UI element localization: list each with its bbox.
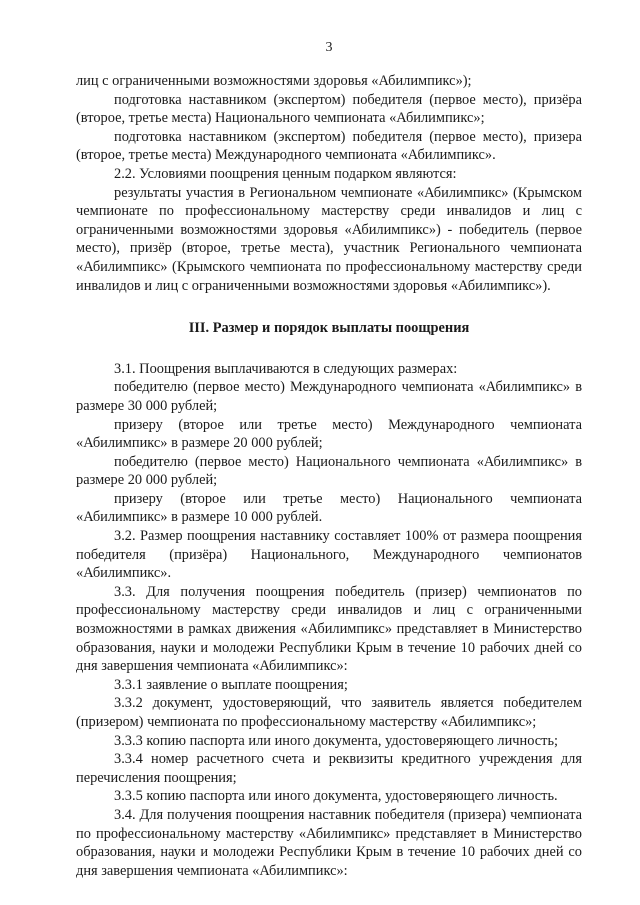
paragraph: 3.1. Поощрения выплачиваются в следующих размерах:	[114, 360, 458, 377]
paragraph: 3.3.2 документ, удостоверяющий, что заявитель является победителем (призером) чемпионата по профессиональному мастерству «Абилимпикс»;	[76, 695, 582, 730]
paragraph: победителю (первое место) Национального чемпионата «Абилимпикс» в размере 20 000 рублей;	[76, 453, 582, 489]
paragraph: 3.3.4 номер расчетного счета и реквизиты кредитного учреждения для перечисления поощрения;	[76, 751, 582, 786]
paragraph: 3.2. Размер поощрения наставнику составляет 100% от размера поощрения победителя (призёра) Национального, Международного чемпионатов «Абилимпикс».	[76, 528, 582, 582]
paragraph: лиц с ограниченными возможностями здоровья «Абилимпикс»);	[76, 73, 472, 89]
paragraph: результаты участия в Региональном чемпионате «Абилимпикс» (Крымском чемпионате по профессиональному мастерству среди инвалидов и лиц с ограниченными возможностями здоровья «Абилимпикс») - победитель (первое место), призёр (второе, третье места), участник Регионального чемпионата «Абилимпикс» (Крымского чемпионата по профессиональному мастерству среди инвалидов и лиц с ограниченными возможностями здоровья «Абилимпикс»).	[76, 184, 582, 294]
paragraph: победителю (первое место) Международного чемпионата «Абилимпикс» в размере 30 000 рублей;	[76, 379, 582, 414]
page-number: 3	[325, 40, 333, 55]
paragraph: подготовка наставником (экспертом) победителя (первое место), призера (второе, третье места) Международного чемпионата «Абилимпикс».	[76, 128, 582, 164]
paragraph: призеру (второе или третье место) Национального чемпионата «Абилимпикс» в размере 10 000 рублей.	[76, 490, 582, 526]
paragraph: 3.3.3 копию паспорта или иного документа, удостоверяющего личность;	[114, 732, 559, 749]
paragraph: 3.4. Для получения поощрения наставник победителя (призера) чемпионата по профессиональному мастерству «Абилимпикс» представляет в Министерство образования, науки и молодежи Республики Крым в течение 10 рабочих дней со дня завершения чемпионата «Абилимпикс»:	[76, 806, 582, 879]
section-three-body	[76, 360, 582, 881]
section-heading: III. Размер и порядок выплаты поощрения	[188, 320, 470, 337]
paragraph: 3.3.5 копию паспорта или иного документа, удостоверяющего личность.	[114, 788, 558, 805]
paragraph: 3.3.1 заявление о выплате поощрения;	[114, 676, 348, 693]
paragraph: подготовка наставником (экспертом) победителя (первое место), призёра (второе, третье места) Национального чемпионата «Абилимпикс»;	[76, 91, 582, 127]
section-two-continuation	[76, 72, 582, 295]
paragraph: призеру (второе или третье место) Международного чемпионата «Абилимпикс» в размере 20 000 рублей;	[76, 416, 582, 452]
paragraph: 2.2. Условиями поощрения ценным подарком являются:	[114, 165, 457, 182]
paragraph: 3.3. Для получения поощрения победитель (призер) чемпионатов по профессиональному мастерству среди инвалидов и лиц с ограниченными возможностями в рамках движения «Абилимпикс» представляет в Министерство образования, науки и молодежи Республики Крым в течение 10 рабочих дней со дня завершения чемпионата «Абилимпикс»:	[76, 583, 582, 675]
